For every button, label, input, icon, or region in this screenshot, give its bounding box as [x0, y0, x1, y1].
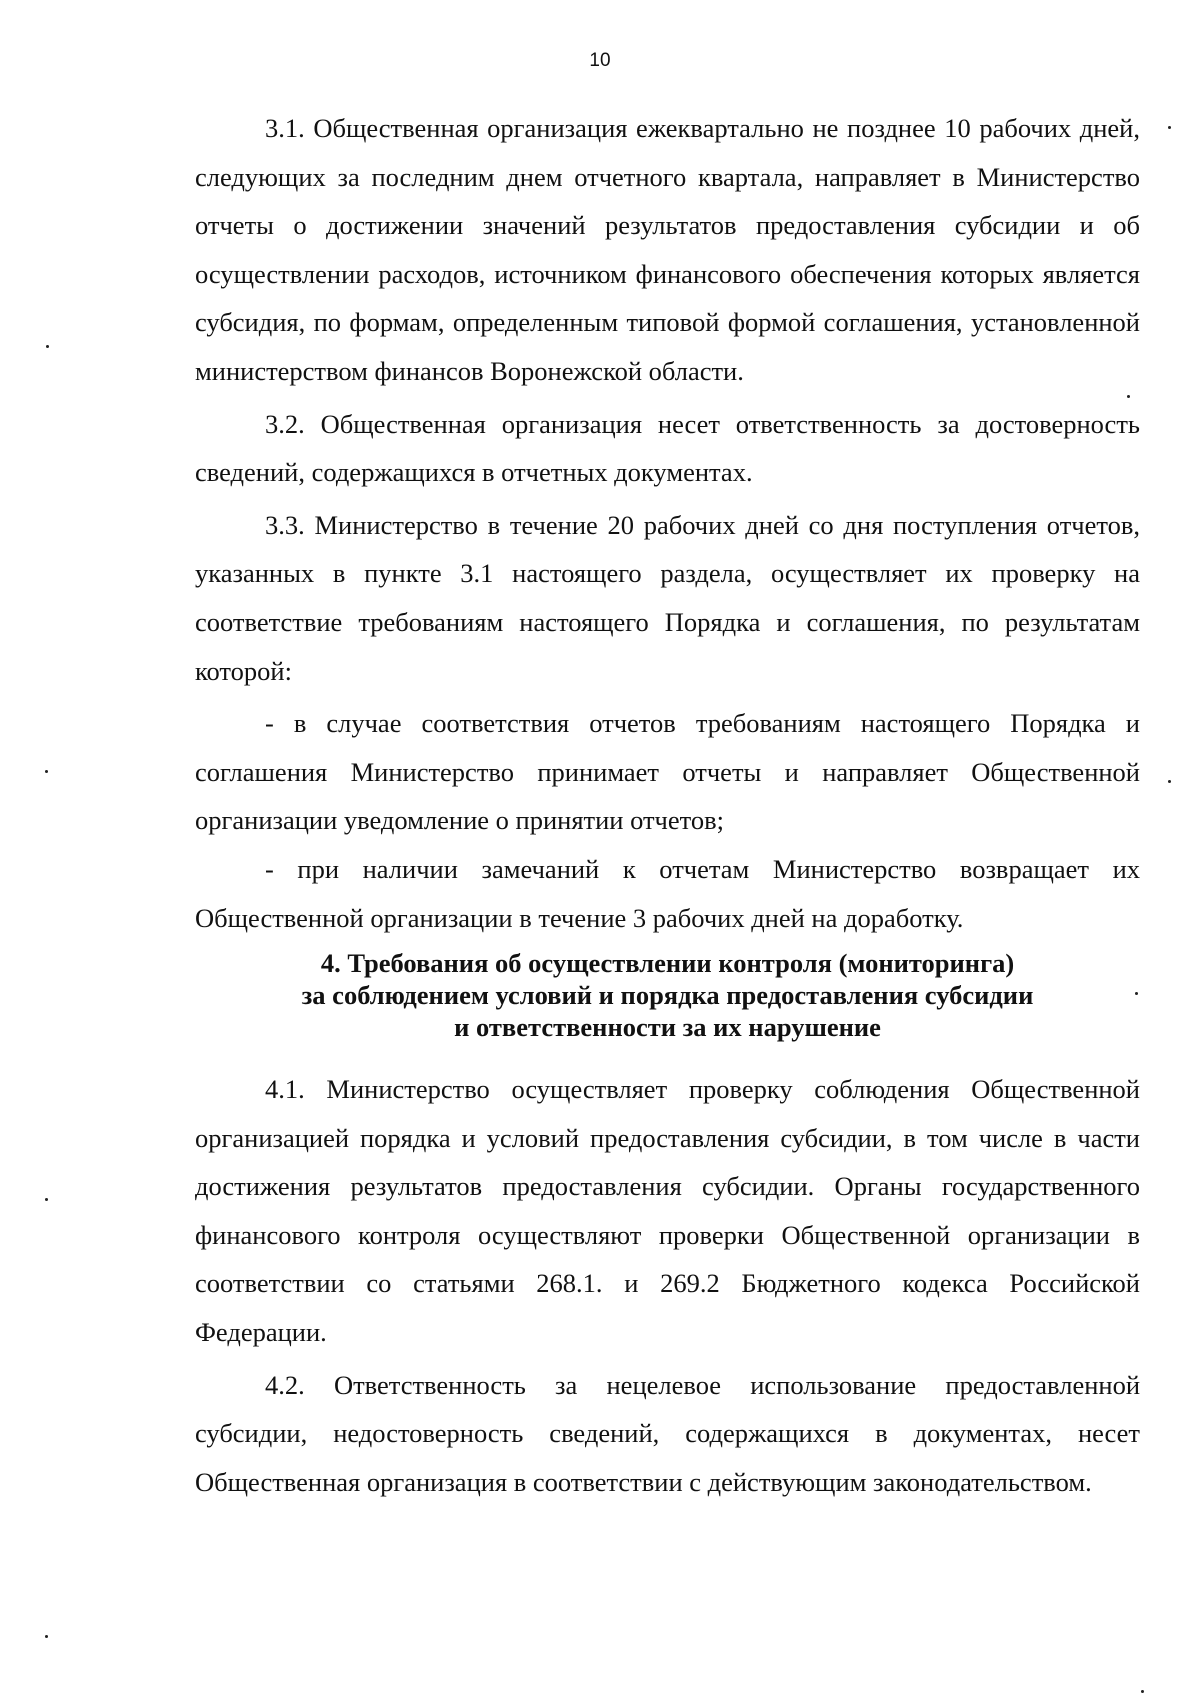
scan-speck [45, 1198, 48, 1201]
scan-speck [46, 345, 49, 348]
section-4-heading [195, 947, 1140, 1043]
paragraph-3-1: 3.1. Общественная организация ежеквартально не позднее 10 рабочих дней, следующих за последним днем отчетного квартала, направляет в Министерство отчеты о достижении значений результатов предоставления субсидии и об осуществлении расходов, источником финансового обеспечения которых является субсидия, по формам, определенным типовой формой соглашения, установленной министерством финансов Воронежской области. [195, 113, 1140, 386]
paragraph-4-2: 4.2. Ответственность за нецелевое использование предоставленной субсидии, недостоверность сведений, содержащихся в документах, несет Общественная организация в соответствии с действующим законодательством. [195, 1369, 1140, 1497]
paragraph-4-1: 4.1. Министерство осуществляет проверку соблюдения Общественной организацией порядка и условий предоставления субсидии, в том числе в части достижения результатов предоставления субсидии. Органы государственного финансового контроля осуществляют проверки Общественной организации в соответствии со статьями 268.1. и 269.2 Бюджетного кодекса Российской Федерации. [195, 1074, 1140, 1348]
scan-speck [45, 770, 48, 773]
page-number: 10 [589, 50, 611, 71]
heading-line: за соблюдением условий и порядка предоставления субсидии [301, 980, 1034, 1011]
scan-speck [45, 1635, 48, 1638]
heading-line: 4. Требования об осуществлении контроля (мониторинга) [320, 948, 1015, 979]
scan-speck [1141, 1690, 1144, 1693]
scan-speck [1168, 780, 1171, 783]
paragraph-3-3: 3.3. Министерство в течение 20 рабочих дней со дня поступления отчетов, указанных в пункте 3.1 настоящего раздела, осуществляет их проверку на соответствие требованиям настоящего Порядка и соглашения, по результатам которой: [195, 509, 1140, 686]
list-item-accepted: - в случае соответствия отчетов требованиям настоящего Порядка и соглашения Министерство принимает отчеты и направляет Общественной организации уведомление о принятии отчетов; [195, 708, 1140, 836]
scan-speck [1168, 126, 1171, 129]
paragraph-3-2: 3.2. Общественная организация несет ответственность за достоверность сведений, содержащихся в отчетных документах. [195, 408, 1140, 488]
scan-speck [1135, 992, 1138, 995]
body-text [195, 104, 1140, 1506]
heading-line: и ответственности за их нарушение [454, 1012, 881, 1043]
list-item-returned: - при наличии замечаний к отчетам Министерство возвращает их Общественной организации в течение 3 рабочих дней на доработку. [195, 853, 1140, 933]
scan-speck [1127, 395, 1130, 398]
